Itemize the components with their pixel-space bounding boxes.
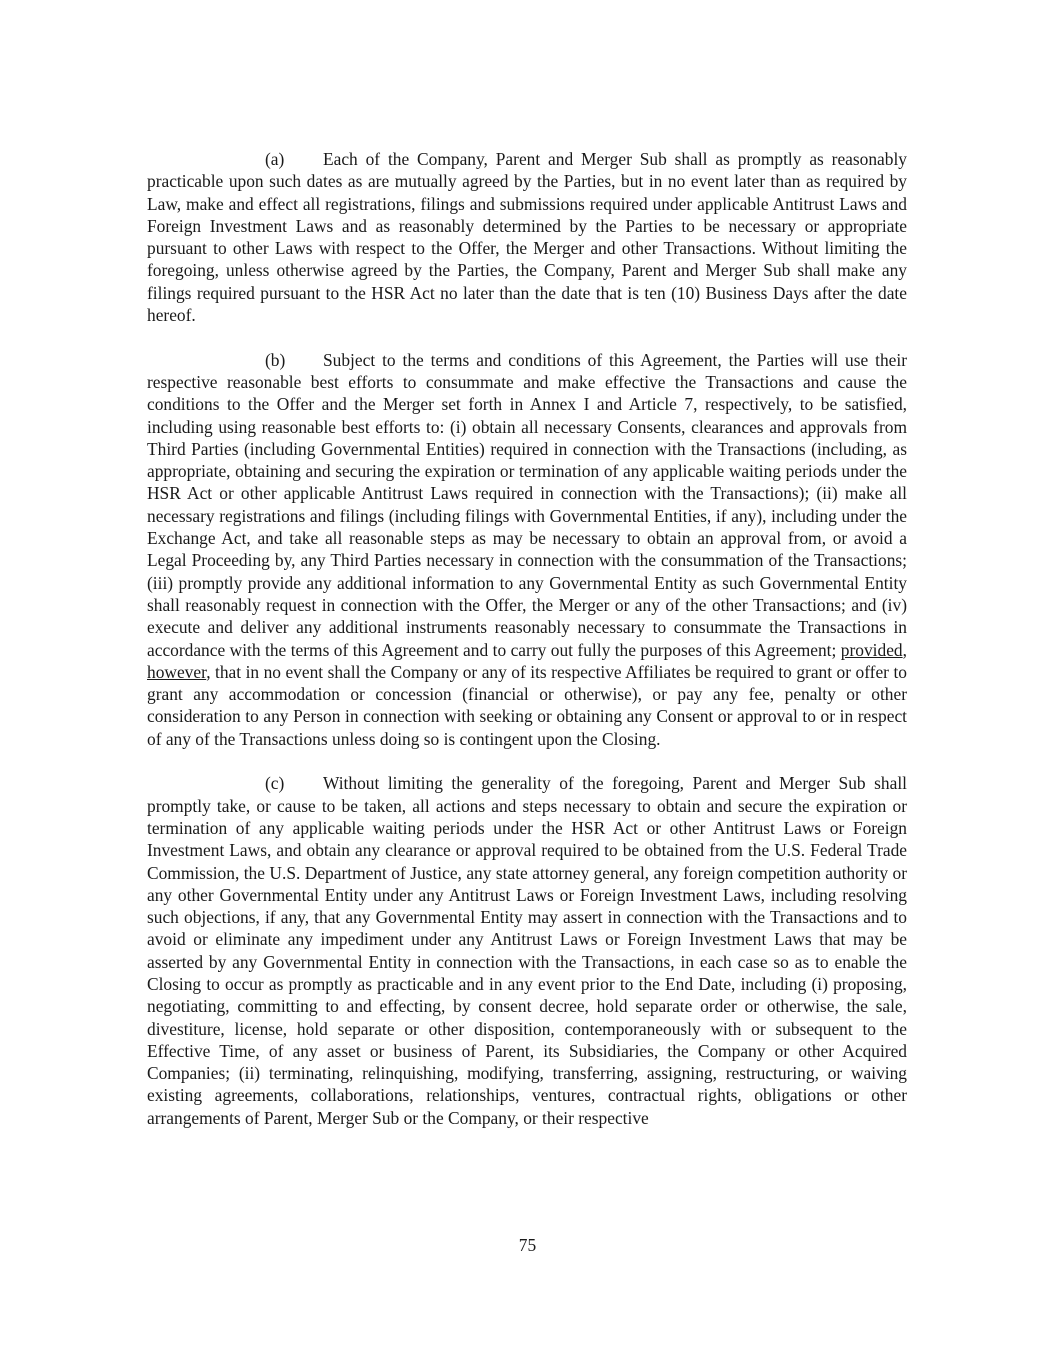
paragraph-text: Subject to the terms and conditions of this Agreement, the Parties will use their respective reasonable best efforts to consummate and make effective the Transactions and cause the conditions to the Offer and the Merger set forth in Annex I and Article 7, respectively, to be satisfied, including using reasonable best efforts to: (i) obtain all necessary Consents, clearances and approvals from Third Parties (including Governmental Entities) required in connection with the Transactions (including, as appropriate, obtaining and securing the expiration or termination of any applicable waiting periods under the HSR Act or other applicable Antitrust Laws required in connection with the Transactions); (ii) make all necessary registrations and filings (including filings with Governmental Entities, if any), including under the Exchange Act, and take all reasonable steps as may be necessary to obtain an approval from, or avoid a Legal Proceeding by, any Third Parties necessary in connection with the consummation of the Transactions; (iii) promptly provide any additional information to any Governmental Entity as such Governmental Entity shall reasonably request in connection with the Offer, the Merger or any of the other Transactions; and (iv) execute and deliver any additional instruments reasonably necessary to consummate the Transactions in accordance with the terms of this Agreement and to carry out fully the purposes of this Agreement;	[147, 349, 907, 660]
document-body	[147, 148, 907, 1151]
paragraph-text: Each of the Company, Parent and Merger Sub shall as promptly as reasonably practicable upon such dates as are mutually agreed by the Parties, but in no event later than as required by Law, make and effect all registrations, filings and submissions required under applicable Antitrust Laws and Foreign Investment Laws and as reasonably determined by the Parties to be necessary or appropriate pursuant to other Laws with respect to the Offer, the Merger and other Transactions. Without limiting the foregoing, unless otherwise agreed by the Parties, the Company, Parent and Merger Sub shall make any filings required pursuant to the HSR Act no later than the date that is ten (10) Business Days after the date hereof.	[147, 149, 907, 326]
paragraph-label: (a)	[265, 149, 285, 169]
term-separator: ,	[902, 639, 907, 660]
underlined-term-however: however	[147, 661, 207, 682]
page-number: 75	[518, 1235, 537, 1255]
paragraph-label: (b)	[265, 349, 286, 370]
paragraph-label: (c)	[265, 773, 285, 794]
paragraph-c	[147, 772, 907, 1129]
paragraph-text: Without limiting the generality of the foregoing, Parent and Merger Sub shall promptly take, or cause to be taken, all actions and steps necessary to obtain and secure the expiration or termination of any applicable waiting periods under the HSR Act or other Antitrust Laws or Foreign Investment Laws, and obtain any clearance or approval required to be obtained from the U.S. Federal Trade Commission, the U.S. Department of Justice, any state attorney general, any foreign competition authority or any other Governmental Entity under any Antitrust Laws or Foreign Investment Laws, including resolving such objections, if any, that any Governmental Entity may assert in connection with the Transactions and to avoid or eliminate any impediment under any Antitrust Laws or Foreign Investment Laws that may be asserted by any Governmental Entity in connection with the Transactions, in each case so as to enable the Closing to occur as promptly as practicable and in any event prior to the End Date, including (i) proposing, negotiating, committing to and effecting, by consent decree, hold separate order or otherwise, the sale, divestiture, license, hold separate or other disposition, contemporaneously with or subsequent to the Effective Time, of any asset or business of Parent, its Subsidiaries, the Company or other Acquired Companies; (ii) terminating, relinquishing, modifying, transferring, assigning, restructuring, or waiving existing agreements, collaborations, relationships, ventures, contractual rights, obligations or other arrangements of Parent, Merger Sub or the Company, or their respective	[147, 773, 907, 1128]
underlined-term-provided: provided	[840, 639, 903, 660]
paragraph-a	[147, 148, 907, 326]
paragraph-text-continued: , that in no event shall the Company or any of its respective Affiliates be required to grant or offer to grant any accommodation or concession (financial or otherwise), or pay any fee, penalty or other consideration to any Person in connection with seeking or obtaining any Consent or approval to or in respect of any of the Transactions unless doing so is contingent upon the Closing.	[147, 661, 907, 749]
paragraph-b	[147, 349, 907, 750]
